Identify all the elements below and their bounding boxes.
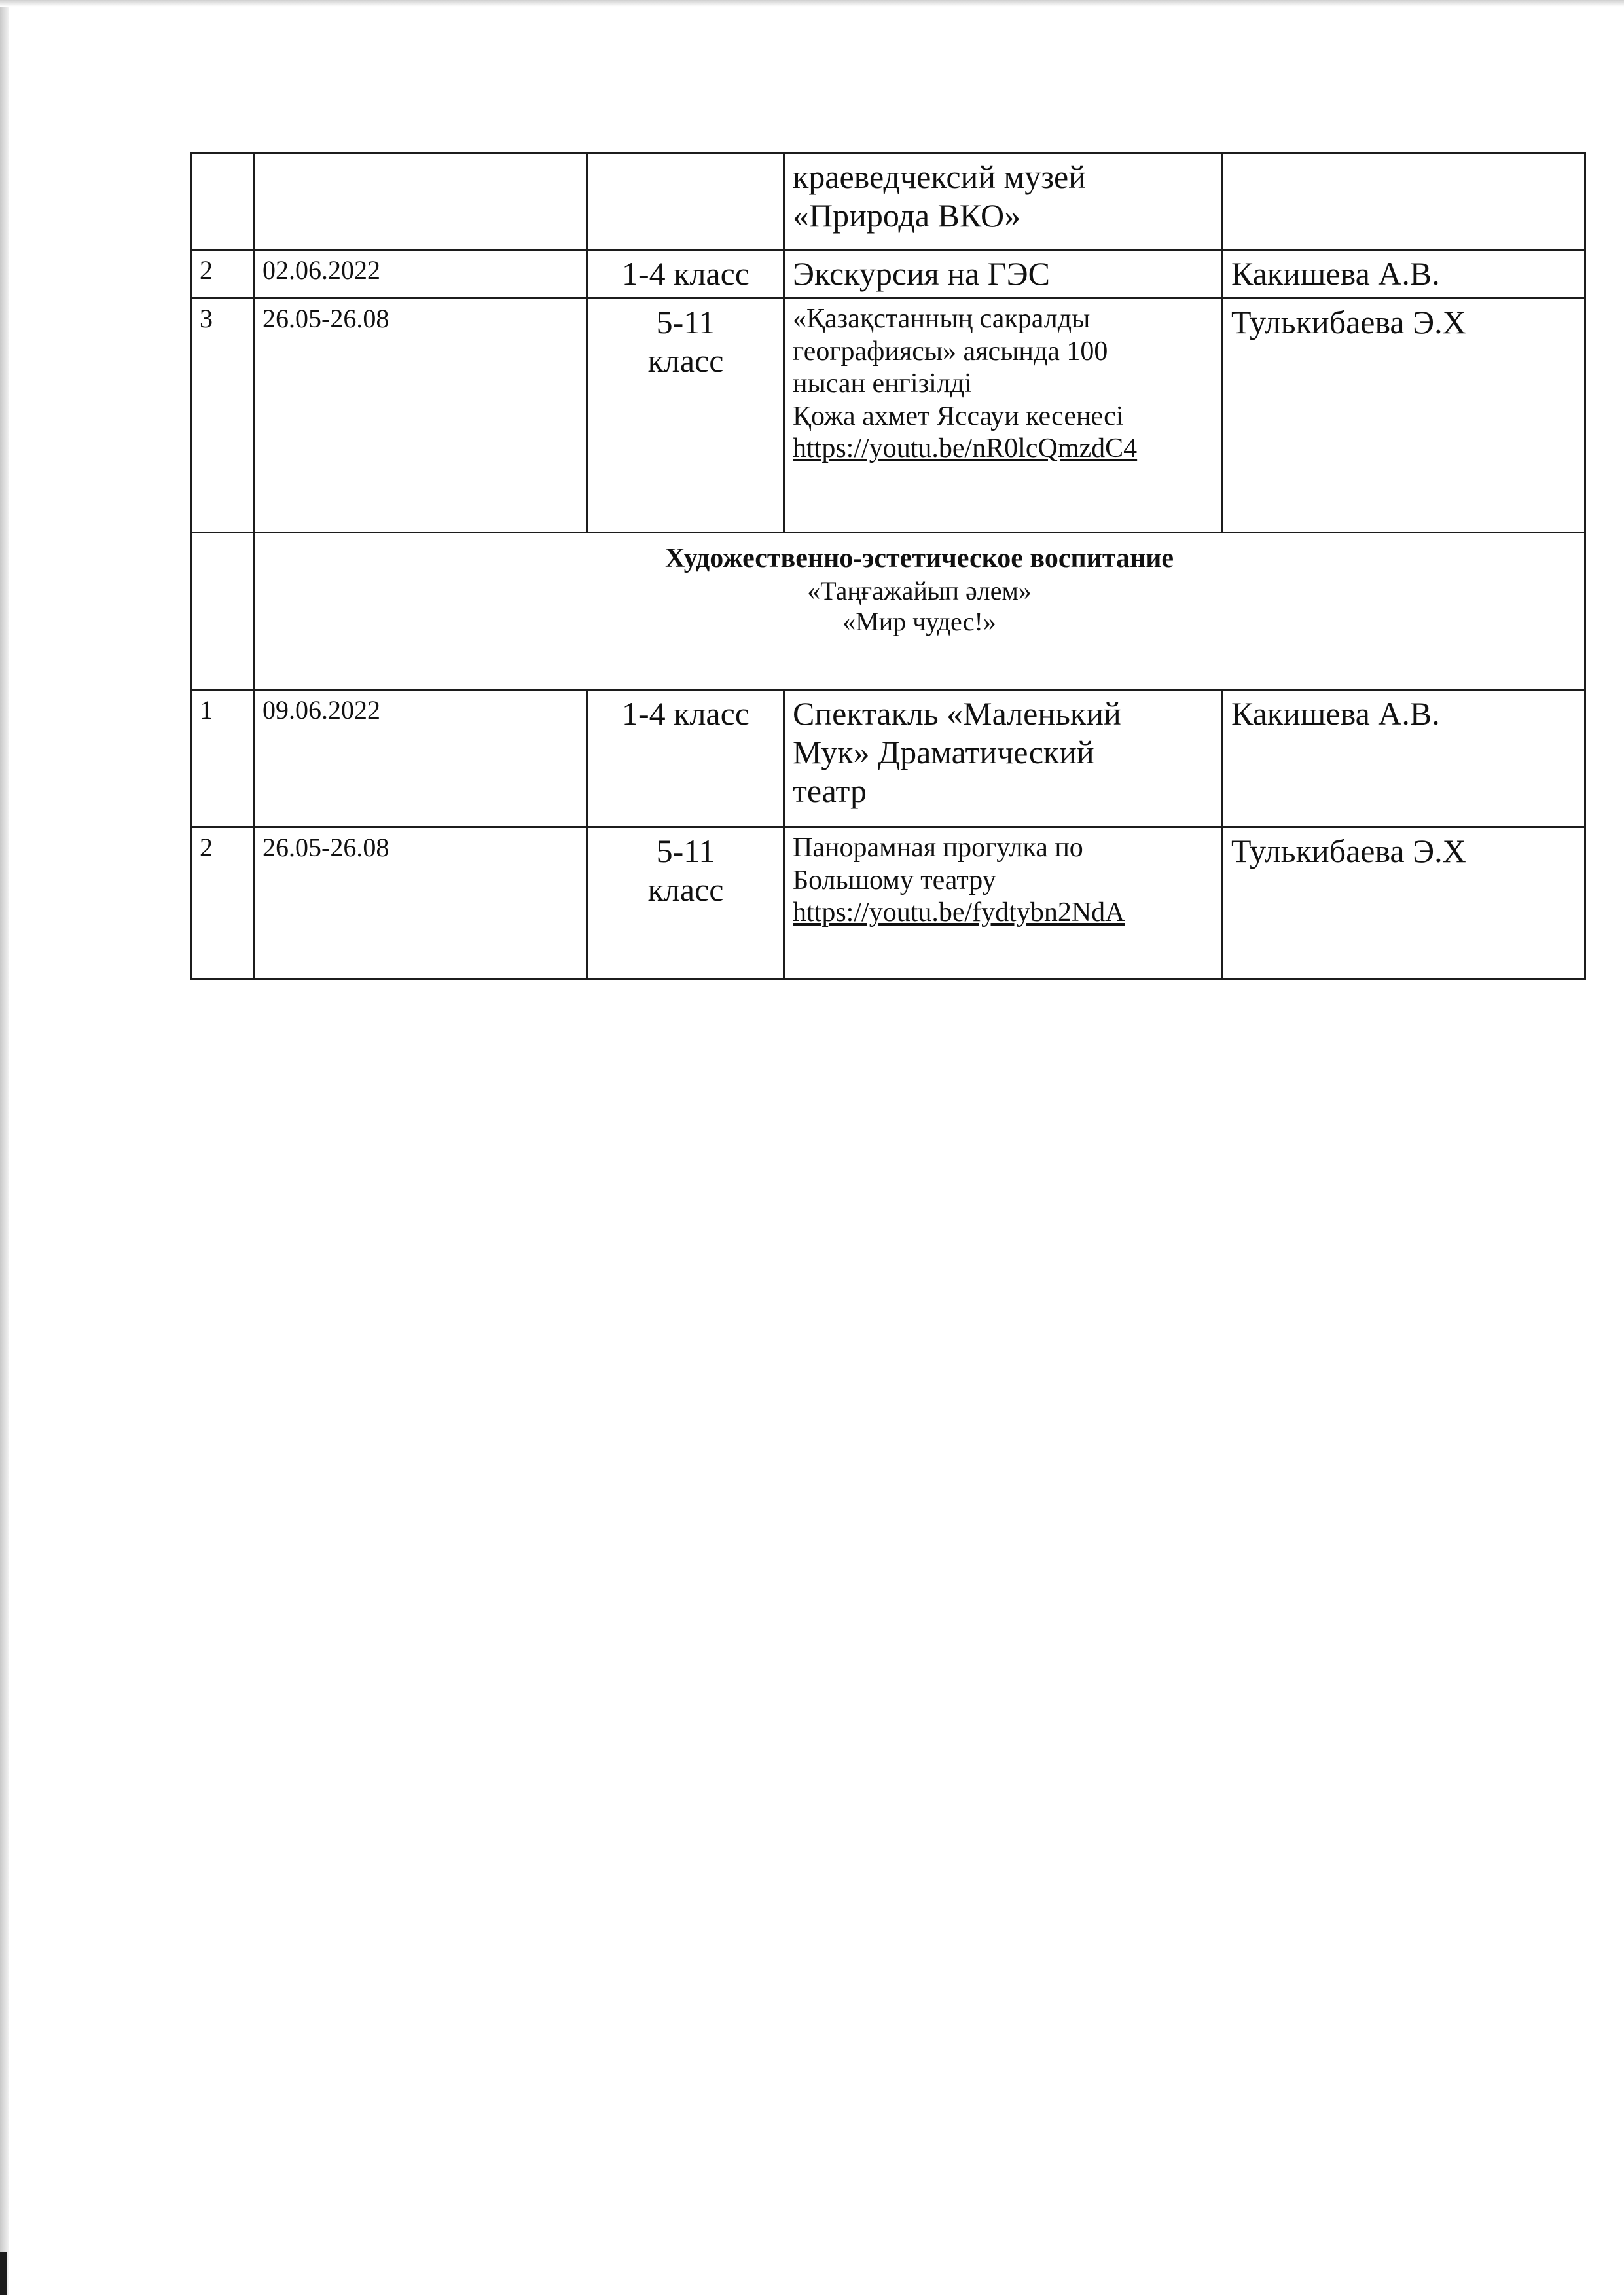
- row-event: [784, 298, 1223, 533]
- event-line: географиясы» аясында 100: [793, 336, 1108, 367]
- table-row: [191, 250, 1585, 298]
- table-row: [191, 153, 1585, 250]
- row-number: [191, 153, 254, 250]
- scan-edge-left: [0, 0, 9, 2295]
- event-line: Панорамная прогулка по: [793, 833, 1083, 863]
- row-number: 3: [191, 298, 254, 533]
- event-plan-table: [190, 152, 1586, 980]
- row-number: 1: [191, 690, 254, 827]
- class-line: класс: [647, 871, 724, 908]
- event-line: «Природа ВКО»: [793, 197, 1021, 234]
- row-event: [784, 690, 1223, 827]
- row-class: [588, 153, 784, 250]
- event-video-link[interactable]: https://youtu.be/nR0lcQmzdC4: [793, 433, 1138, 464]
- row-number: 2: [191, 250, 254, 298]
- event-line: Большому театру: [793, 865, 996, 895]
- row-event: [784, 153, 1223, 250]
- row-date: 09.06.2022: [254, 690, 588, 827]
- section-number-cell: [191, 533, 254, 690]
- row-class: [588, 298, 784, 533]
- scan-edge-top: [0, 0, 1624, 7]
- event-video-link[interactable]: https://youtu.be/fydtybn2NdA: [793, 897, 1125, 928]
- event-line: Экскурсия на ГЭС: [793, 255, 1050, 292]
- section-header: [254, 533, 1585, 690]
- row-event: [784, 250, 1223, 298]
- section-subtitle-ru: «Мир чудес!»: [842, 606, 996, 636]
- row-event: [784, 827, 1223, 979]
- table-row: [191, 827, 1585, 979]
- event-line: Спектакль «Маленький: [793, 695, 1121, 732]
- event-line: нысан енгізілді: [793, 369, 972, 399]
- row-date: 02.06.2022: [254, 250, 588, 298]
- section-heading: Художественно-эстетическое воспитание: [664, 543, 1174, 573]
- event-line: Мук» Драматический: [793, 734, 1094, 770]
- row-number: 2: [191, 827, 254, 979]
- table-row: [191, 690, 1585, 827]
- row-responsible: Какишева А.В.: [1223, 690, 1585, 827]
- scan-corner-mark: [0, 2252, 7, 2295]
- row-class: 1-4 класс: [588, 250, 784, 298]
- section-row: [191, 533, 1585, 690]
- class-line: 5-11: [656, 304, 715, 340]
- class-line: класс: [647, 342, 724, 379]
- row-date: 26.05-26.08: [254, 298, 588, 533]
- row-class: [588, 827, 784, 979]
- event-line: театр: [793, 772, 867, 809]
- row-responsible: Какишева А.В.: [1223, 250, 1585, 298]
- event-line: Қожа ахмет Яссауи кесенесі: [793, 401, 1124, 431]
- event-line: краеведчексий музей: [793, 158, 1086, 195]
- row-responsible: [1223, 153, 1585, 250]
- row-class: 1-4 класс: [588, 690, 784, 827]
- row-date: 26.05-26.08: [254, 827, 588, 979]
- event-line: «Қазақстанның сакралды: [793, 304, 1091, 334]
- row-date: [254, 153, 588, 250]
- row-responsible: Тулькибаева Э.Х: [1223, 298, 1585, 533]
- class-line: 5-11: [656, 833, 715, 869]
- section-subtitle-kz: «Таңғажайып әлем»: [807, 575, 1032, 605]
- table-row: [191, 298, 1585, 533]
- row-responsible: Тулькибаева Э.Х: [1223, 827, 1585, 979]
